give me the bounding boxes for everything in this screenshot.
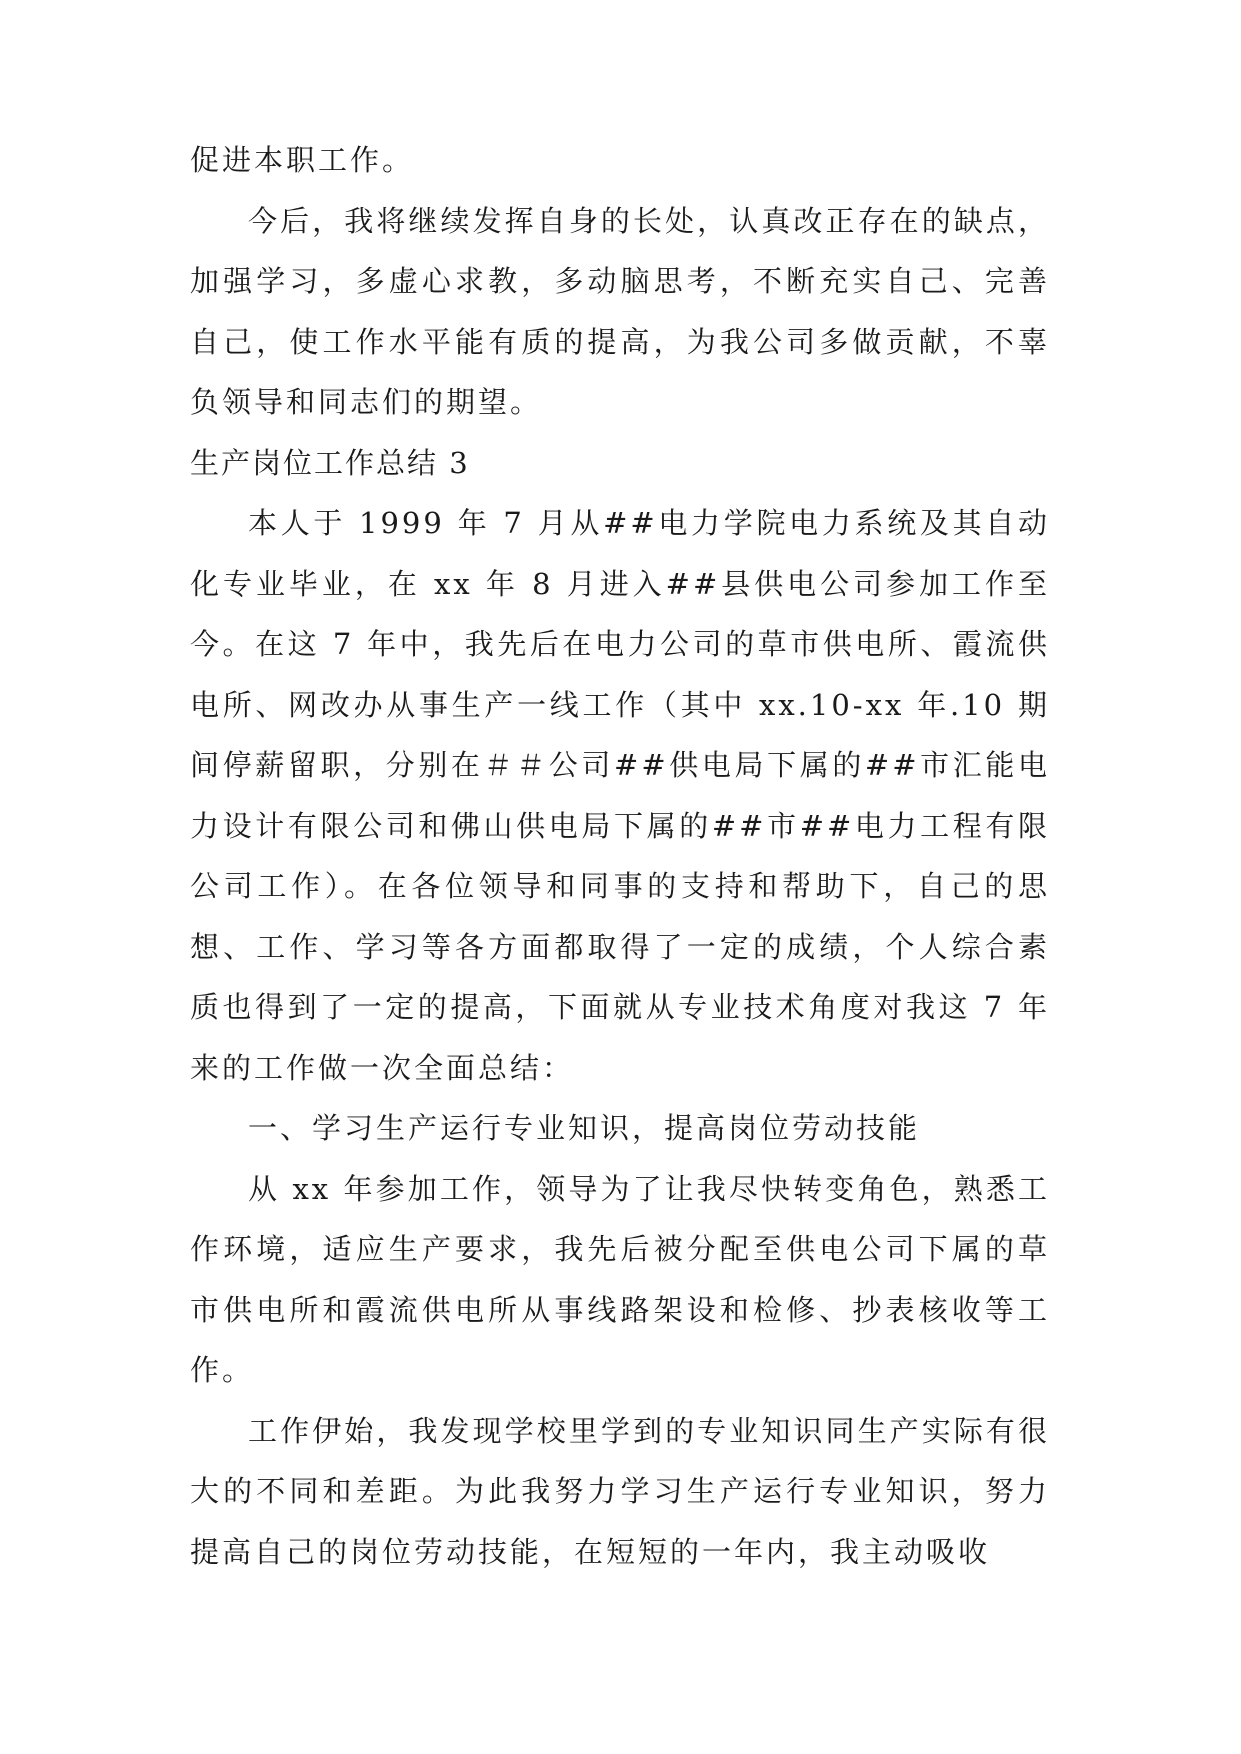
- subsection-heading: 一、学习生产运行专业知识，提高岗位劳动技能: [248, 1111, 921, 1145]
- paragraph-future-plans: 今后，我将继续发挥自身的长处，认真改正存在的缺点，加强学习，多虚心求教，多动脑思考，不断充实自己、完善自己，使工作水平能有质的提高，为我公司多做贡献，不辜负领导和同志们的期望。: [190, 203, 1050, 419]
- section-title: 生产岗位工作总结 3: [190, 445, 470, 480]
- paragraph-learning: 工作伊始，我发现学校里学到的专业知识同生产实际有很大的不同和差距。为此我努力学习生产运行专业知识，努力提高自己的岗位劳动技能，在短短的一年内，我主动吸收: [190, 1413, 1050, 1569]
- paragraph-early-work: 从 xx 年参加工作，领导为了让我尽快转变角色，熟悉工作环境，适应生产要求，我先后被分配至供电公司下属的草市供电所和霞流供电所从事线路架设和检修、抄表核收等工作。: [190, 1171, 1050, 1387]
- paragraph-continuation: 促进本职工作。: [190, 143, 415, 177]
- paragraph-intro: 本人于 1999 年 7 月从##电力学院电力系统及其自动化专业毕业，在 xx 年 8 月进入##县供电公司参加工作至今。在这 7 年中，我先后在电力公司的草市供电所、霞流供电所、网改办从事生产一线工作（其中 xx.10-xx 年.10 期间停薪留职，分别在＃＃公司##供电局下属的##市汇能电力设计有限公司和佛山供电局下属的##市##电力工程有限公司工作）。在各位领导和同事的支持和帮助下，自己的思想、工作、学习等各方面都取得了一定的成绩，个人综合素质也得到了一定的提高，下面就从专业技术角度对我这 7 年来的工作做一次全面总结：: [190, 506, 1050, 1085]
- document-page: [190, 130, 1050, 1582]
